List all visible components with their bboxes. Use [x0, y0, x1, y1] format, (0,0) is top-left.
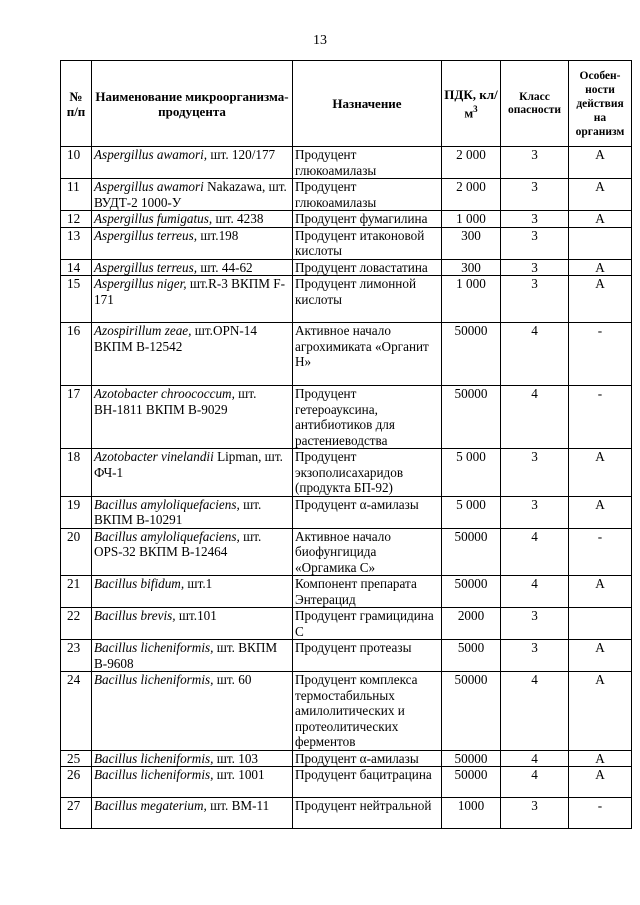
- microorganism-name: [92, 496, 293, 528]
- row-number: 26: [61, 767, 92, 798]
- strain-name: шт. ВМ-11: [210, 798, 270, 813]
- table-row: [61, 496, 632, 528]
- row-number: 15: [61, 276, 92, 323]
- hazard-class-cell: 4: [501, 750, 569, 767]
- row-number: 16: [61, 323, 92, 386]
- microorganism-name: [92, 179, 293, 211]
- hazard-class-cell: 3: [501, 211, 569, 228]
- purpose-cell: Продуцент глюкоамилазы: [293, 147, 442, 179]
- purpose-cell: Продуцент фумагилина: [293, 211, 442, 228]
- pdk-cell: 50000: [442, 528, 501, 576]
- pdk-cell: 5 000: [442, 496, 501, 528]
- special-effects-cell: А: [569, 259, 632, 276]
- species-name: Aspergillus terreus,: [94, 259, 198, 275]
- row-number: 17: [61, 386, 92, 449]
- purpose-cell: Продуцент грамицидина С: [293, 608, 442, 640]
- row-number: 14: [61, 259, 92, 276]
- header-special-effects: Особен-ности действия на организм: [569, 61, 632, 147]
- special-effects-cell: [569, 227, 632, 259]
- pdk-cell: 50000: [442, 576, 501, 608]
- microorganism-table: [60, 60, 632, 829]
- table-row: [61, 259, 632, 276]
- table-row: [61, 386, 632, 449]
- purpose-cell: Продуцент экзополисахаридов (продукта БП-92): [293, 449, 442, 497]
- microorganism-name: [92, 608, 293, 640]
- row-number: 23: [61, 640, 92, 672]
- header-purpose: Назначение: [293, 61, 442, 147]
- purpose-cell: Продуцент ловастатина: [293, 259, 442, 276]
- hazard-class-cell: 4: [501, 576, 569, 608]
- table-row: [61, 798, 632, 829]
- row-number: 25: [61, 750, 92, 767]
- species-name: Azospirillum zeae,: [94, 323, 192, 338]
- hazard-class-cell: 3: [501, 259, 569, 276]
- table-row: [61, 323, 632, 386]
- species-name: Bacillus amyloliquefaciens,: [94, 496, 240, 512]
- species-name: Aspergillus niger,: [94, 276, 187, 291]
- pdk-cell: 50000: [442, 750, 501, 767]
- page-number: 13: [313, 33, 327, 48]
- strain-name: шт. ВН-1811 ВКПМ В-9029: [94, 386, 257, 417]
- row-number: 13: [61, 227, 92, 259]
- special-effects-cell: А: [569, 179, 632, 211]
- special-effects-cell: А: [569, 496, 632, 528]
- species-name: Aspergillus fumigatus,: [94, 211, 213, 226]
- hazard-class-cell: 3: [501, 608, 569, 640]
- microorganism-name: [92, 528, 293, 576]
- strain-name: шт.1: [187, 576, 213, 591]
- row-number: 20: [61, 528, 92, 576]
- microorganism-name: [92, 147, 293, 179]
- hazard-class-cell: 3: [501, 496, 569, 528]
- pdk-cell: 2 000: [442, 179, 501, 211]
- species-name: Bacillus bifidum,: [94, 576, 185, 591]
- microorganism-name: [92, 750, 293, 767]
- purpose-cell: Продуцент глюкоамилазы: [293, 179, 442, 211]
- special-effects-cell: -: [569, 323, 632, 386]
- species-name: Bacillus licheniformis,: [94, 672, 214, 687]
- strain-name: шт. 1001: [216, 767, 265, 782]
- microorganism-name: [92, 576, 293, 608]
- purpose-cell: Продуцент нейтральной: [293, 798, 442, 829]
- table-header-row: [61, 61, 632, 147]
- strain-name: шт. ВКПМ В-10291: [94, 496, 262, 527]
- hazard-class-cell: 4: [501, 767, 569, 798]
- row-number: 21: [61, 576, 92, 608]
- hazard-class-cell: 3: [501, 179, 569, 211]
- row-number: 11: [61, 179, 92, 211]
- pdk-cell: 300: [442, 227, 501, 259]
- header-name: Наименование микроорганизма-продуцента: [92, 61, 293, 147]
- strain-name: шт. 4238: [215, 211, 264, 226]
- purpose-cell: Продуцент лимонной кислоты: [293, 276, 442, 323]
- purpose-cell: Продуцент итаконовой кислоты: [293, 227, 442, 259]
- row-number: 27: [61, 798, 92, 829]
- microorganism-name: [92, 227, 293, 259]
- microorganism-name: [92, 449, 293, 497]
- microorganism-name: [92, 386, 293, 449]
- microorganism-name: [92, 211, 293, 228]
- pdk-cell: 2000: [442, 608, 501, 640]
- hazard-class-cell: 4: [501, 323, 569, 386]
- special-effects-cell: -: [569, 528, 632, 576]
- strain-name: шт. 60: [216, 672, 252, 687]
- purpose-cell: Компонент препарата Энтерацид: [293, 576, 442, 608]
- special-effects-cell: -: [569, 798, 632, 829]
- pdk-cell: 50000: [442, 323, 501, 386]
- microorganism-name: [92, 798, 293, 829]
- microorganism-name: [92, 259, 293, 276]
- purpose-cell: Продуцент комплекса термостабильных амилолитических и протеолитических ферментов: [293, 672, 442, 751]
- pdk-cell: 50000: [442, 767, 501, 798]
- purpose-cell: Продуцент α-амилазы: [293, 750, 442, 767]
- strain-name: Nakazawa, шт. ВУДТ-2 1000-У: [94, 179, 287, 210]
- table-row: [61, 147, 632, 179]
- microorganism-name: [92, 767, 293, 798]
- hazard-class-cell: 3: [501, 147, 569, 179]
- species-name: Aspergillus awamori,: [94, 147, 208, 162]
- table-row: [61, 227, 632, 259]
- strain-name: шт. ВКПМ В-9608: [94, 640, 278, 671]
- species-name: Azotobacter vinelandii: [94, 449, 214, 464]
- row-number: 12: [61, 211, 92, 228]
- hazard-class-cell: 3: [501, 227, 569, 259]
- pdk-cell: 50000: [442, 672, 501, 751]
- strain-name: Lipman, шт. ФЧ-1: [94, 449, 283, 480]
- table-row: [61, 276, 632, 323]
- special-effects-cell: А: [569, 211, 632, 228]
- row-number: 22: [61, 608, 92, 640]
- row-number: 24: [61, 672, 92, 751]
- pdk-cell: 5000: [442, 640, 501, 672]
- purpose-cell: Продуцент бацитрацина: [293, 767, 442, 798]
- species-name: Azotobacter chroococcum,: [94, 386, 235, 401]
- pdk-cell: 1000: [442, 798, 501, 829]
- species-name: Aspergillus awamori: [94, 179, 204, 194]
- purpose-cell: Активное начало агрохимиката «Органит Н»: [293, 323, 442, 386]
- special-effects-cell: А: [569, 750, 632, 767]
- row-number: 10: [61, 147, 92, 179]
- species-name: Bacillus brevis,: [94, 608, 176, 623]
- table-row: [61, 750, 632, 767]
- special-effects-cell: А: [569, 672, 632, 751]
- table-row: [61, 528, 632, 576]
- microorganism-name: [92, 672, 293, 751]
- special-effects-cell: [569, 608, 632, 640]
- species-name: Bacillus licheniformis,: [94, 767, 214, 782]
- table-row: [61, 640, 632, 672]
- strain-name: шт.198: [200, 227, 239, 243]
- row-number: 19: [61, 496, 92, 528]
- strain-name: шт. 120/177: [210, 147, 276, 162]
- hazard-class-cell: 4: [501, 386, 569, 449]
- strain-name: шт. OPS-32 ВКПМ В-12464: [94, 528, 262, 559]
- species-name: Bacillus licheniformis,: [94, 750, 214, 766]
- pdk-cell: 1 000: [442, 211, 501, 228]
- species-name: Bacillus megaterium,: [94, 798, 207, 813]
- microorganism-name: [92, 276, 293, 323]
- pdk-cell: 2 000: [442, 147, 501, 179]
- table-row: [61, 179, 632, 211]
- pdk-cell: 50000: [442, 386, 501, 449]
- hazard-class-cell: 4: [501, 672, 569, 751]
- strain-name: шт.R-3 ВКПМ F-171: [94, 276, 286, 307]
- special-effects-cell: А: [569, 449, 632, 497]
- table-row: [61, 672, 632, 751]
- table-row: [61, 449, 632, 497]
- hazard-class-cell: 3: [501, 449, 569, 497]
- row-number: 18: [61, 449, 92, 497]
- special-effects-cell: А: [569, 640, 632, 672]
- pdk-cell: 1 000: [442, 276, 501, 323]
- hazard-class-cell: 3: [501, 640, 569, 672]
- species-name: Bacillus amyloliquefaciens,: [94, 528, 240, 544]
- purpose-cell: Продуцент α-амилазы: [293, 496, 442, 528]
- special-effects-cell: А: [569, 576, 632, 608]
- strain-name: шт. 44-62: [200, 259, 253, 275]
- special-effects-cell: -: [569, 386, 632, 449]
- strain-name: шт. 103: [216, 750, 259, 766]
- pdk-cell: 5 000: [442, 449, 501, 497]
- microorganism-name: [92, 640, 293, 672]
- hazard-class-cell: 3: [501, 276, 569, 323]
- strain-name: шт.OPN-14 ВКПМ В-12542: [94, 323, 257, 354]
- header-hazard-class: Класс опасности: [501, 61, 569, 147]
- hazard-class-cell: 3: [501, 798, 569, 829]
- table-row: [61, 576, 632, 608]
- pdk-cell: 300: [442, 259, 501, 276]
- purpose-cell: Активное начало биофунгицида «Оргамика С»: [293, 528, 442, 576]
- special-effects-cell: А: [569, 276, 632, 323]
- special-effects-cell: А: [569, 147, 632, 179]
- special-effects-cell: А: [569, 767, 632, 798]
- hazard-class-cell: 4: [501, 528, 569, 576]
- table-row: [61, 767, 632, 798]
- purpose-cell: Продуцент протеазы: [293, 640, 442, 672]
- purpose-cell: Продуцент гетероауксина, антибиотиков для растениеводства: [293, 386, 442, 449]
- microorganism-name: [92, 323, 293, 386]
- header-pdk: ПДК, $кл/м^3$: [442, 61, 501, 147]
- species-name: Bacillus licheniformis,: [94, 640, 214, 655]
- table-row: [61, 608, 632, 640]
- strain-name: шт.101: [178, 608, 217, 623]
- header-num: № п/п: [61, 61, 92, 147]
- species-name: Aspergillus terreus,: [94, 227, 198, 243]
- table-row: [61, 211, 632, 228]
